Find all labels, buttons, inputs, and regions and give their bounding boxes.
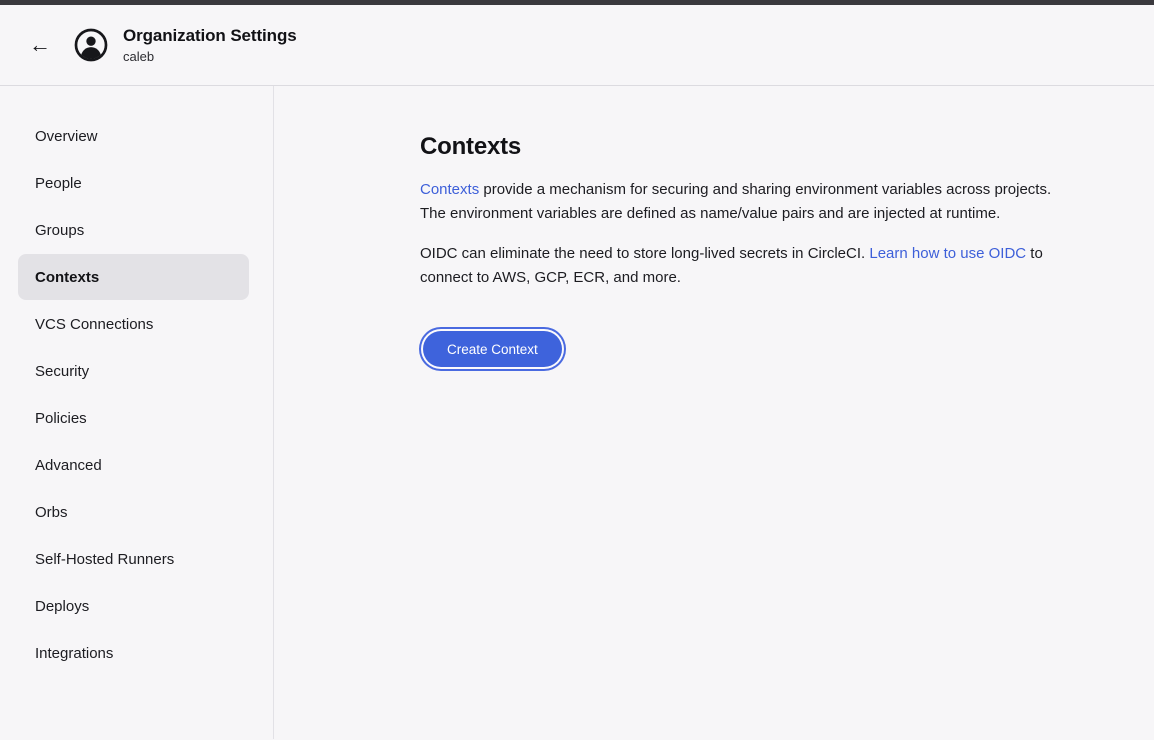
sidebar-item-self-hosted-runners[interactable]: Self-Hosted Runners bbox=[35, 550, 175, 568]
oidc-description-text-after: to connect to AWS, GCP, ECR, and more. bbox=[420, 245, 1043, 286]
sidebar-item-overview[interactable]: Overview bbox=[35, 127, 98, 145]
contexts-description-text: provide a mechanism for securing and sharing environment variables across projects. The environment variables are defined as name/value pairs and are injected at runtime. bbox=[420, 181, 1052, 222]
settings-sidebar bbox=[0, 86, 274, 739]
sidebar-item-deploys[interactable]: Deploys bbox=[35, 597, 90, 615]
oidc-description bbox=[420, 242, 1068, 290]
sidebar-item-integrations[interactable]: Integrations bbox=[35, 644, 114, 662]
contexts-description bbox=[420, 178, 1068, 226]
main-content bbox=[274, 86, 1154, 739]
back-arrow-icon[interactable]: ← bbox=[22, 27, 58, 63]
sidebar-item-security[interactable]: Security bbox=[35, 362, 90, 380]
sidebar-item-vcs-connections[interactable]: VCS Connections bbox=[35, 315, 154, 333]
create-context-button[interactable]: Create Context bbox=[423, 331, 562, 367]
page-header bbox=[0, 5, 1154, 86]
page-title: Organization Settings bbox=[123, 26, 297, 45]
oidc-learn-link[interactable]: Learn how to use OIDC bbox=[869, 245, 1027, 262]
sidebar-item-orbs[interactable]: Orbs bbox=[35, 503, 68, 521]
sidebar-item-groups[interactable]: Groups bbox=[35, 221, 85, 239]
sidebar-item-policies[interactable]: Policies bbox=[35, 409, 87, 427]
sidebar-item-contexts[interactable]: Contexts bbox=[18, 254, 249, 300]
contexts-heading: Contexts bbox=[420, 133, 522, 160]
person-avatar-icon bbox=[74, 28, 108, 62]
sidebar-item-advanced[interactable]: Advanced bbox=[35, 456, 102, 474]
oidc-description-text-before: OIDC can eliminate the need to store long-lived secrets in CircleCI. bbox=[420, 245, 870, 262]
contexts-doc-link[interactable]: Contexts bbox=[420, 181, 480, 198]
sidebar-item-people[interactable]: People bbox=[35, 174, 82, 192]
org-name: caleb bbox=[123, 49, 155, 64]
